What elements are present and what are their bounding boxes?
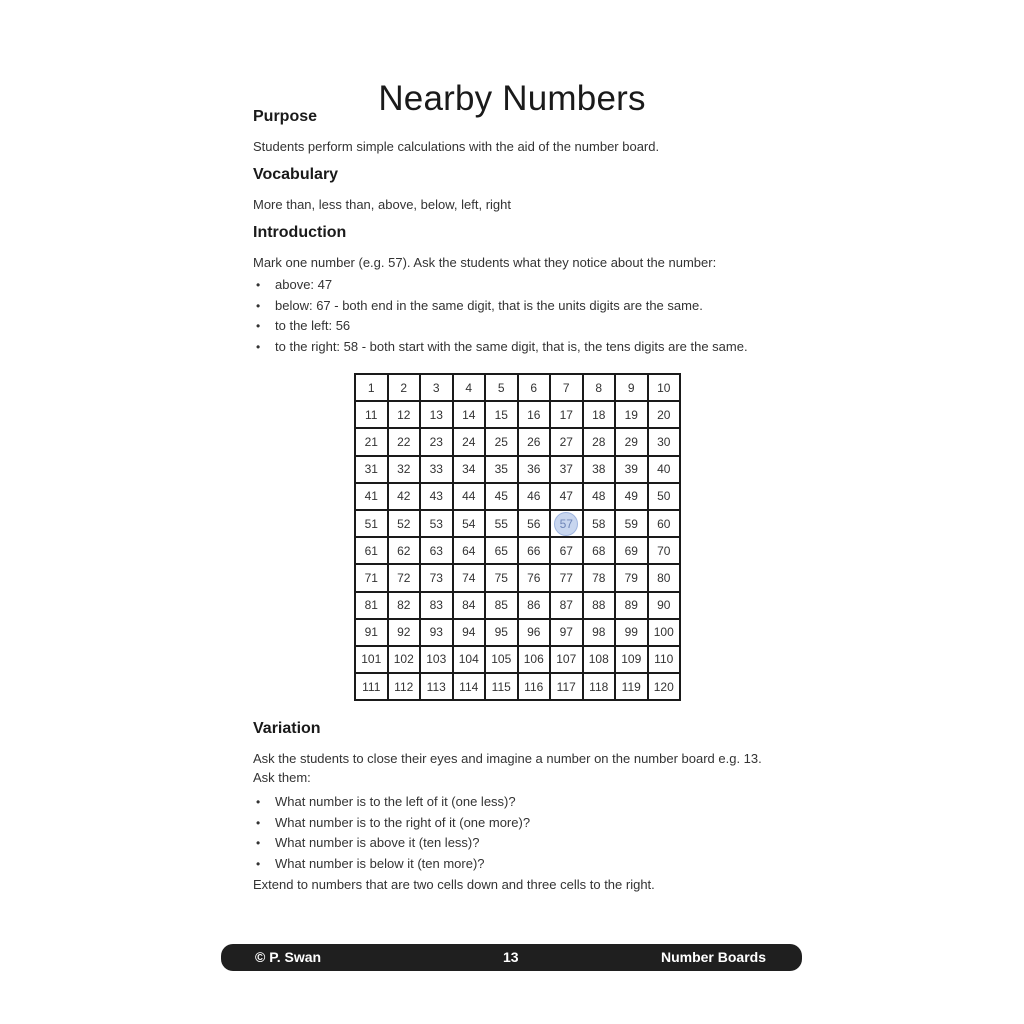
board-row — [355, 428, 680, 455]
marked-number: 57 — [554, 512, 578, 536]
purpose-heading: Purpose — [253, 108, 318, 125]
board-cell: 119 — [615, 673, 648, 700]
board-cell: 102 — [388, 646, 421, 673]
board-cell: 1 — [355, 374, 388, 401]
list-item: • to the right: 58 - both start with the same digit, that is, the tens digits are the same. — [253, 337, 748, 358]
list-item: • What number is above it (ten less)? — [253, 833, 530, 854]
variation-closing: Extend to numbers that are two cells down and three cells to the right. — [253, 877, 655, 892]
board-cell: 17 — [550, 401, 583, 428]
board-cell: 24 — [453, 428, 486, 455]
board-cell: 44 — [453, 483, 486, 510]
board-cell: 78 — [583, 564, 616, 591]
board-cell: 66 — [518, 537, 551, 564]
board-cell: 114 — [453, 673, 486, 700]
board-cell: 112 — [388, 673, 421, 700]
board-cell: 85 — [485, 592, 518, 619]
board-cell: 46 — [518, 483, 551, 510]
board-cell: 93 — [420, 619, 453, 646]
purpose-text: Students perform simple calculations with the aid of the number board. — [253, 139, 660, 154]
board-cell: 2 — [388, 374, 421, 401]
board-cell: 41 — [355, 483, 388, 510]
footer-page-number: 13 — [503, 949, 519, 965]
board-cell: 64 — [453, 537, 486, 564]
board-row — [355, 401, 680, 428]
board-cell: 115 — [485, 673, 518, 700]
board-cell: 5 — [485, 374, 518, 401]
board-cell: 16 — [518, 401, 551, 428]
vocabulary-heading: Vocabulary — [253, 166, 339, 183]
introduction-text: Mark one number (e.g. 57). Ask the students what they notice about the number: — [253, 255, 717, 270]
board-cell: 30 — [648, 428, 681, 455]
board-cell: 110 — [648, 646, 681, 673]
board-cell: 20 — [648, 401, 681, 428]
board-cell: 13 — [420, 401, 453, 428]
board-row — [355, 374, 680, 401]
board-cell: 87 — [550, 592, 583, 619]
page-footer — [221, 944, 802, 971]
board-cell: 12 — [388, 401, 421, 428]
board-cell: 51 — [355, 510, 388, 537]
board-cell: 74 — [453, 564, 486, 591]
vocabulary-text: More than, less than, above, below, left, right — [253, 197, 511, 212]
board-cell: 31 — [355, 456, 388, 483]
footer-book-title: Number Boards — [660, 949, 766, 965]
list-item: • What number is to the right of it (one more)? — [253, 813, 530, 834]
board-cell: 84 — [453, 592, 486, 619]
board-cell: 3 — [420, 374, 453, 401]
introduction-list — [253, 275, 748, 357]
board-cell: 111 — [355, 673, 388, 700]
board-cell: 23 — [420, 428, 453, 455]
board-cell: 43 — [420, 483, 453, 510]
board-cell: 108 — [583, 646, 616, 673]
board-row — [355, 646, 680, 673]
board-cell: 50 — [648, 483, 681, 510]
board-cell: 11 — [355, 401, 388, 428]
board-cell: 52 — [388, 510, 421, 537]
board-cell: 95 — [485, 619, 518, 646]
board-cell: 68 — [583, 537, 616, 564]
list-item: • What number is below it (ten more)? — [253, 854, 530, 875]
board-cell: 71 — [355, 564, 388, 591]
board-cell: 7 — [550, 374, 583, 401]
board-cell: 60 — [648, 510, 681, 537]
board-cell: 100 — [648, 619, 681, 646]
board-cell: 39 — [615, 456, 648, 483]
board-cell: 9 — [615, 374, 648, 401]
board-cell: 56 — [518, 510, 551, 537]
board-row — [355, 483, 680, 510]
variation-text-ask: Ask them: — [253, 770, 311, 785]
board-cell: 98 — [583, 619, 616, 646]
board-cell: 53 — [420, 510, 453, 537]
page-title: Nearby Numbers — [378, 79, 646, 119]
board-cell: 70 — [648, 537, 681, 564]
board-row — [355, 456, 680, 483]
board-cell: 62 — [388, 537, 421, 564]
board-cell: 90 — [648, 592, 681, 619]
board-cell: 22 — [388, 428, 421, 455]
board-cell — [550, 510, 583, 537]
board-cell: 21 — [355, 428, 388, 455]
board-cell: 88 — [583, 592, 616, 619]
board-cell: 116 — [518, 673, 551, 700]
board-cell: 106 — [518, 646, 551, 673]
board-cell: 91 — [355, 619, 388, 646]
board-cell: 32 — [388, 456, 421, 483]
board-cell: 54 — [453, 510, 486, 537]
board-cell: 38 — [583, 456, 616, 483]
board-cell: 18 — [583, 401, 616, 428]
board-row — [355, 564, 680, 591]
board-cell: 82 — [388, 592, 421, 619]
board-cell: 118 — [583, 673, 616, 700]
board-cell: 105 — [485, 646, 518, 673]
board-cell: 80 — [648, 564, 681, 591]
board-cell: 67 — [550, 537, 583, 564]
board-cell: 97 — [550, 619, 583, 646]
board-row — [355, 619, 680, 646]
board-cell: 73 — [420, 564, 453, 591]
board-cell: 59 — [615, 510, 648, 537]
board-cell: 65 — [485, 537, 518, 564]
board-cell: 36 — [518, 456, 551, 483]
board-cell: 26 — [518, 428, 551, 455]
board-cell: 42 — [388, 483, 421, 510]
board-cell: 47 — [550, 483, 583, 510]
board-cell: 99 — [615, 619, 648, 646]
variation-list — [253, 792, 530, 874]
board-cell: 120 — [648, 673, 681, 700]
board-cell: 104 — [453, 646, 486, 673]
board-cell: 117 — [550, 673, 583, 700]
board-row — [355, 592, 680, 619]
board-cell: 15 — [485, 401, 518, 428]
board-cell: 19 — [615, 401, 648, 428]
board-cell: 48 — [583, 483, 616, 510]
variation-text: Ask the students to close their eyes and imagine a number on the number board e.g. 13. — [253, 751, 762, 766]
board-cell: 103 — [420, 646, 453, 673]
board-cell: 86 — [518, 592, 551, 619]
board-cell: 107 — [550, 646, 583, 673]
board-cell: 34 — [453, 456, 486, 483]
variation-heading: Variation — [253, 720, 321, 737]
board-row — [355, 673, 680, 700]
board-cell: 6 — [518, 374, 551, 401]
board-cell: 77 — [550, 564, 583, 591]
board-cell: 40 — [648, 456, 681, 483]
list-item: • What number is to the left of it (one less)? — [253, 792, 530, 813]
board-cell: 81 — [355, 592, 388, 619]
board-cell: 25 — [485, 428, 518, 455]
board-row — [355, 537, 680, 564]
board-cell: 75 — [485, 564, 518, 591]
board-cell: 8 — [583, 374, 616, 401]
introduction-heading: Introduction — [253, 224, 347, 241]
board-cell: 113 — [420, 673, 453, 700]
board-cell: 69 — [615, 537, 648, 564]
footer-copyright: © P. Swan — [255, 949, 322, 965]
board-cell: 89 — [615, 592, 648, 619]
board-cell: 29 — [615, 428, 648, 455]
board-cell: 63 — [420, 537, 453, 564]
board-cell: 96 — [518, 619, 551, 646]
board-cell: 14 — [453, 401, 486, 428]
board-cell: 92 — [388, 619, 421, 646]
board-cell: 76 — [518, 564, 551, 591]
board-cell: 94 — [453, 619, 486, 646]
board-cell: 49 — [615, 483, 648, 510]
board-cell: 55 — [485, 510, 518, 537]
board-cell: 35 — [485, 456, 518, 483]
list-item: • below: 67 - both end in the same digit, that is the units digits are the same. — [253, 296, 748, 317]
board-row — [355, 510, 680, 537]
board-cell: 37 — [550, 456, 583, 483]
list-item: • above: 47 — [253, 275, 748, 296]
board-cell: 10 — [648, 374, 681, 401]
board-cell: 61 — [355, 537, 388, 564]
board-cell: 109 — [615, 646, 648, 673]
board-cell: 83 — [420, 592, 453, 619]
board-cell: 28 — [583, 428, 616, 455]
board-cell: 72 — [388, 564, 421, 591]
board-cell: 4 — [453, 374, 486, 401]
board-cell: 101 — [355, 646, 388, 673]
list-item: • to the left: 56 — [253, 316, 748, 337]
number-board — [354, 373, 681, 701]
board-cell: 58 — [583, 510, 616, 537]
board-cell: 45 — [485, 483, 518, 510]
board-cell: 33 — [420, 456, 453, 483]
board-cell: 27 — [550, 428, 583, 455]
board-cell: 79 — [615, 564, 648, 591]
